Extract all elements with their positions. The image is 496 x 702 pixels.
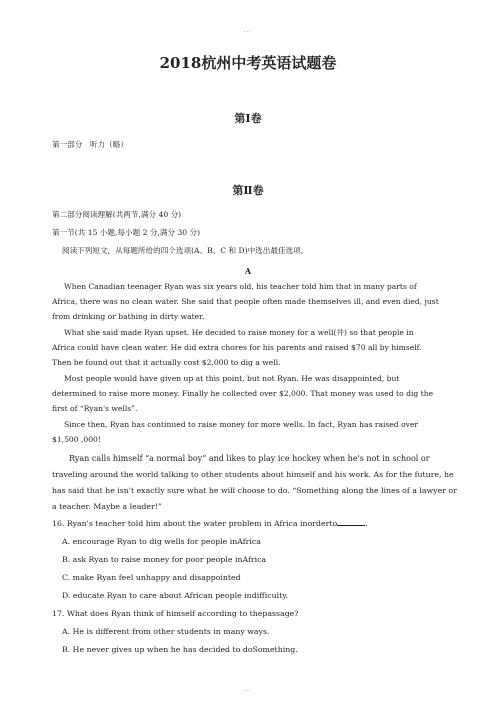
passage-line: has said that he isn't exactly sure what he will choose to do. “Something along the lines of a lawyer or bbox=[52, 486, 457, 495]
option-d: D. educate Ryan to care about African people indifficulty. bbox=[62, 591, 289, 600]
passage-line: Since then, Ryan has continued to raise money for more wells. In fact, Ryan has raised over bbox=[64, 420, 419, 429]
passage-line: When Canadian teenager Ryan was six years old, his teacher told him that in many parts of bbox=[64, 282, 417, 291]
passage-label: A bbox=[244, 266, 252, 276]
option-a: A. He is different from other students in many ways. bbox=[62, 627, 270, 636]
footer-dots: ... bbox=[243, 686, 253, 693]
instruction: 阅读下列短文，从每题所给的四个选项(A、B、C 和 D)中选出最佳选项。 bbox=[62, 246, 309, 255]
option-b: B. ask Ryan to raise money for poor people inAfrica bbox=[62, 555, 267, 564]
passage-line: determined to raise more money. Finally he collected over $2,000. That money was used to dig the bbox=[52, 389, 434, 398]
passage-line: Ryan calls himself “a normal boy” and likes to play ice hockey when he's not in school or bbox=[69, 454, 430, 463]
passage-line: a teacher. Maybe a leader!” bbox=[52, 502, 162, 511]
passage-line: from drinking or bathing in dirty water. bbox=[52, 312, 205, 321]
question-stem-end: . bbox=[365, 519, 368, 528]
passage-line: Africa could have clean water. He did extra chores for his parents and raised $70 all by himself. bbox=[52, 343, 422, 352]
question-16 bbox=[52, 519, 368, 528]
passage-line: What she said made Ryan upset. He decided to raise money for a well(井) so that people in bbox=[64, 328, 414, 337]
passage-line: Then he found out that it actually cost $2,000 to dig a well. bbox=[52, 358, 281, 367]
part-1-listening: 第一部分 听力（略） bbox=[52, 140, 128, 149]
section-1-heading: 第Ⅰ卷 bbox=[234, 112, 262, 125]
passage-line: Most people would have given up at this point, but not Ryan. He was disappointed, but bbox=[64, 374, 400, 383]
passage-line: $1,500 ,000! bbox=[52, 435, 101, 444]
part-2-reading: 第二部分阅读理解(共两节,满分 40 分) bbox=[52, 210, 182, 219]
passage-line: Africa, there was no clean water. She said that people often made themselves ill, and even died, just bbox=[52, 297, 439, 306]
question-stem: 16. Ryan's teacher told him about the water problem in Africa inorderto bbox=[52, 519, 338, 528]
part-2-section-1: 第一节(共 15 小题,每小题 2 分,满分 30 分) bbox=[52, 228, 201, 237]
answer-blank bbox=[337, 519, 368, 528]
option-c: C. make Ryan feel unhappy and disappointed bbox=[62, 573, 241, 582]
passage-line: traveling around the world talking to other students about himself and his work. As for the future, he bbox=[52, 470, 454, 479]
passage-line: first of “Ryan's wells”. bbox=[52, 404, 138, 413]
page-title: 2018杭州中考英语试题卷 bbox=[159, 54, 337, 72]
option-a: A. encourage Ryan to dig wells for people inAfrica bbox=[62, 537, 261, 546]
option-b: B. He never gives up when he has decided to doSomething. bbox=[62, 645, 298, 654]
question-17: 17. What does Ryan think of himself according to thepassage? bbox=[52, 609, 299, 618]
section-2-heading: 第Ⅱ卷 bbox=[232, 184, 264, 197]
header-dots: ... bbox=[243, 27, 253, 34]
